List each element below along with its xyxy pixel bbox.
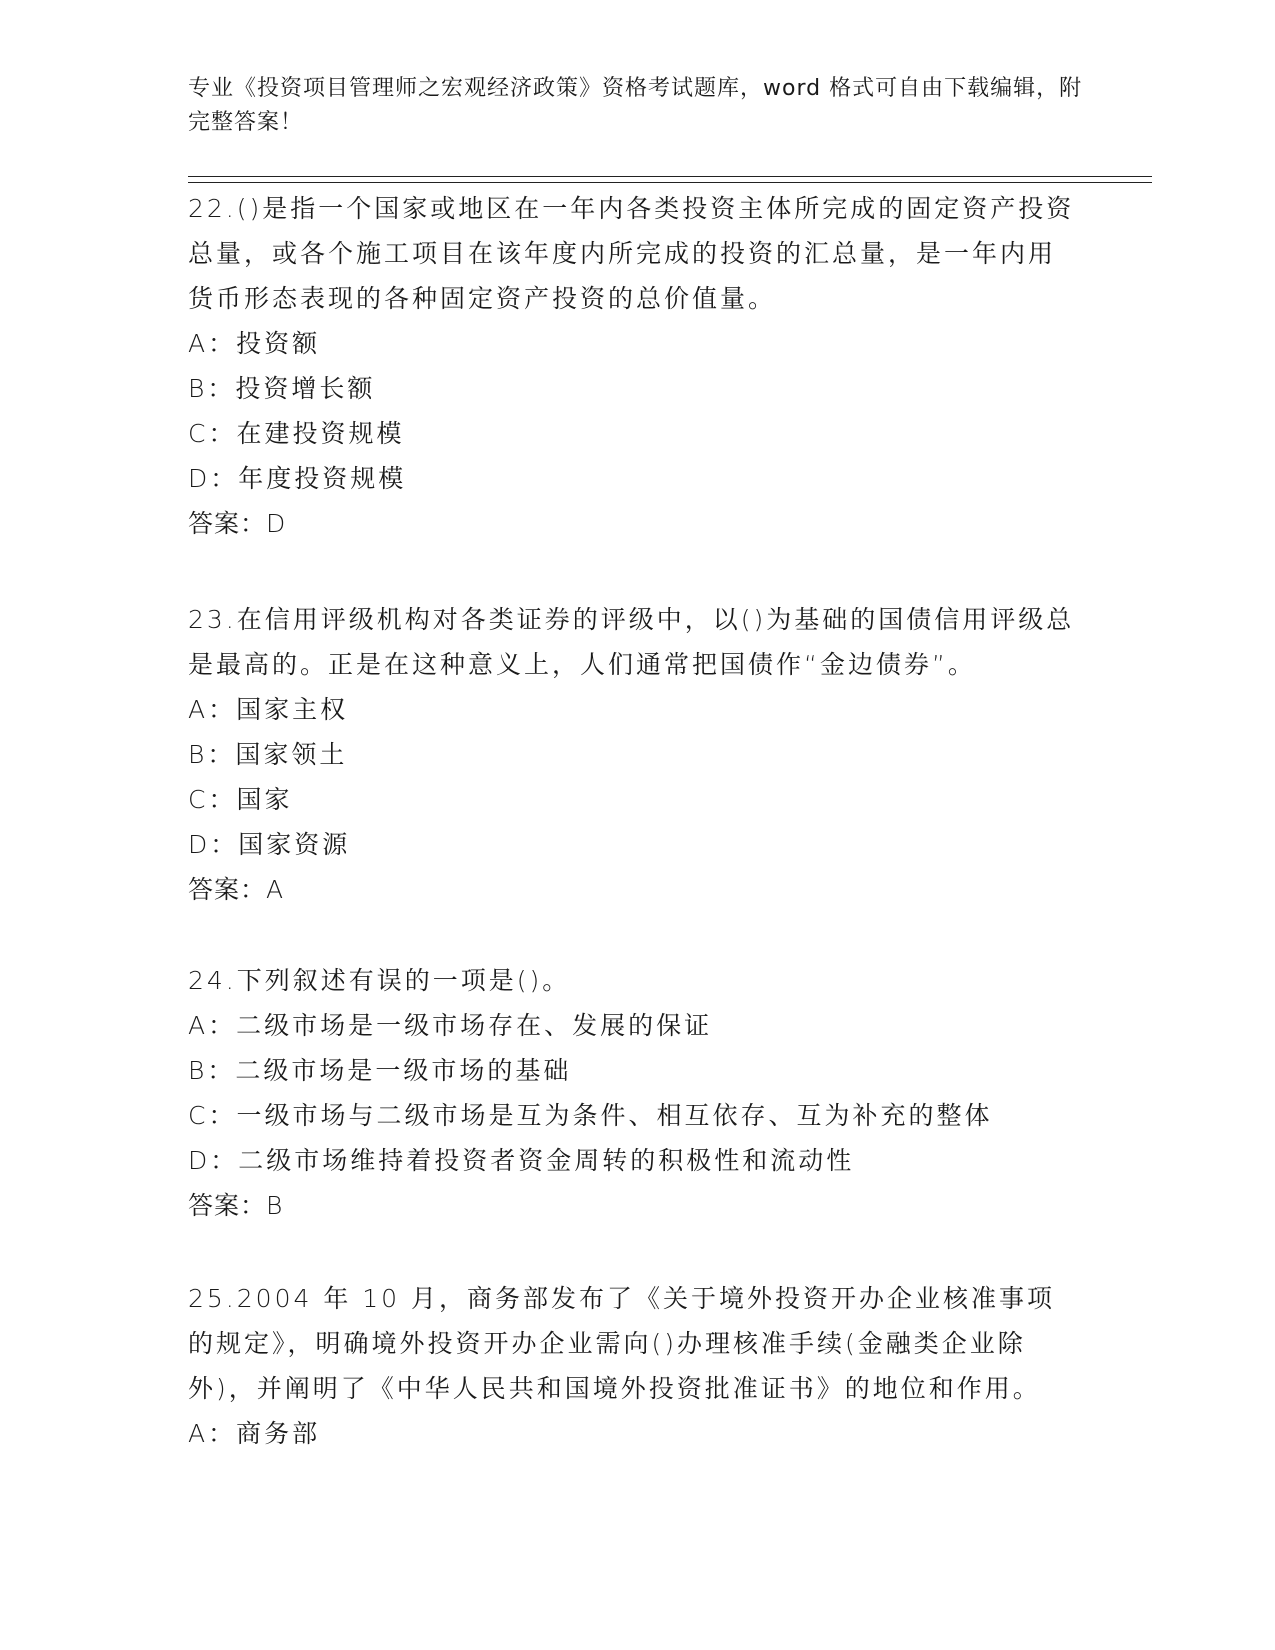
option-a: A：二级市场是一级市场存在、发展的保证 [188, 1011, 713, 1040]
option-c: C：国家 [188, 785, 293, 814]
option-d: D：二级市场维持着投资者资金周转的积极性和流动性 [188, 1146, 855, 1175]
header-rule-bottom [188, 182, 1152, 183]
document-header: 专业《投资项目管理师之宏观经济政策》资格考试题库，word 格式可自由下载编辑，附完整答案！ [188, 76, 1083, 135]
question-25 [188, 1276, 1078, 1456]
option-b: B：投资增长额 [188, 374, 376, 403]
option-a: A：国家主权 [188, 695, 349, 724]
header-rule-top [188, 176, 1152, 177]
answer: 答案：B [188, 1191, 284, 1220]
question-text: 23.在信用评级机构对各类证券的评级中，以()为基础的国债信用评级总是最高的。正是在这种意义上，人们通常把国债作“金边债券”。 [188, 605, 1075, 679]
option-b: B：国家领土 [188, 740, 348, 769]
option-c: C：在建投资规模 [188, 419, 405, 448]
option-d: D：年度投资规模 [188, 464, 407, 493]
option-a: A：投资额 [188, 329, 321, 358]
option-d: D：国家资源 [188, 830, 351, 859]
question-text: 25.2004 年 10 月，商务部发布了《关于境外投资开办企业核准事项的规定》，明确境外投资开办企业需向()办理核准手续(金融类企业除外)，并阐明了《中华人民共和国境外投资批准证书》的地位和作用。 [188, 1284, 1056, 1403]
question-22 [188, 186, 1078, 546]
question-23 [188, 597, 1078, 912]
question-text: 24.下列叙述有误的一项是()。 [188, 966, 571, 995]
option-c: C：一级市场与二级市场是互为条件、相互依存、互为补充的整体 [188, 1101, 993, 1130]
question-24 [188, 958, 1078, 1228]
question-text: 22.()是指一个国家或地区在一年内各类投资主体所完成的固定资产投资总量，或各个施工项目在该年度内所完成的投资的汇总量，是一年内用货币形态表现的各种固定资产投资的总价值量。 [188, 194, 1075, 313]
option-a: A：商务部 [188, 1419, 321, 1448]
answer: 答案：D [188, 509, 287, 538]
answer: 答案：A [188, 875, 285, 904]
option-b: B：二级市场是一级市场的基础 [188, 1056, 572, 1085]
